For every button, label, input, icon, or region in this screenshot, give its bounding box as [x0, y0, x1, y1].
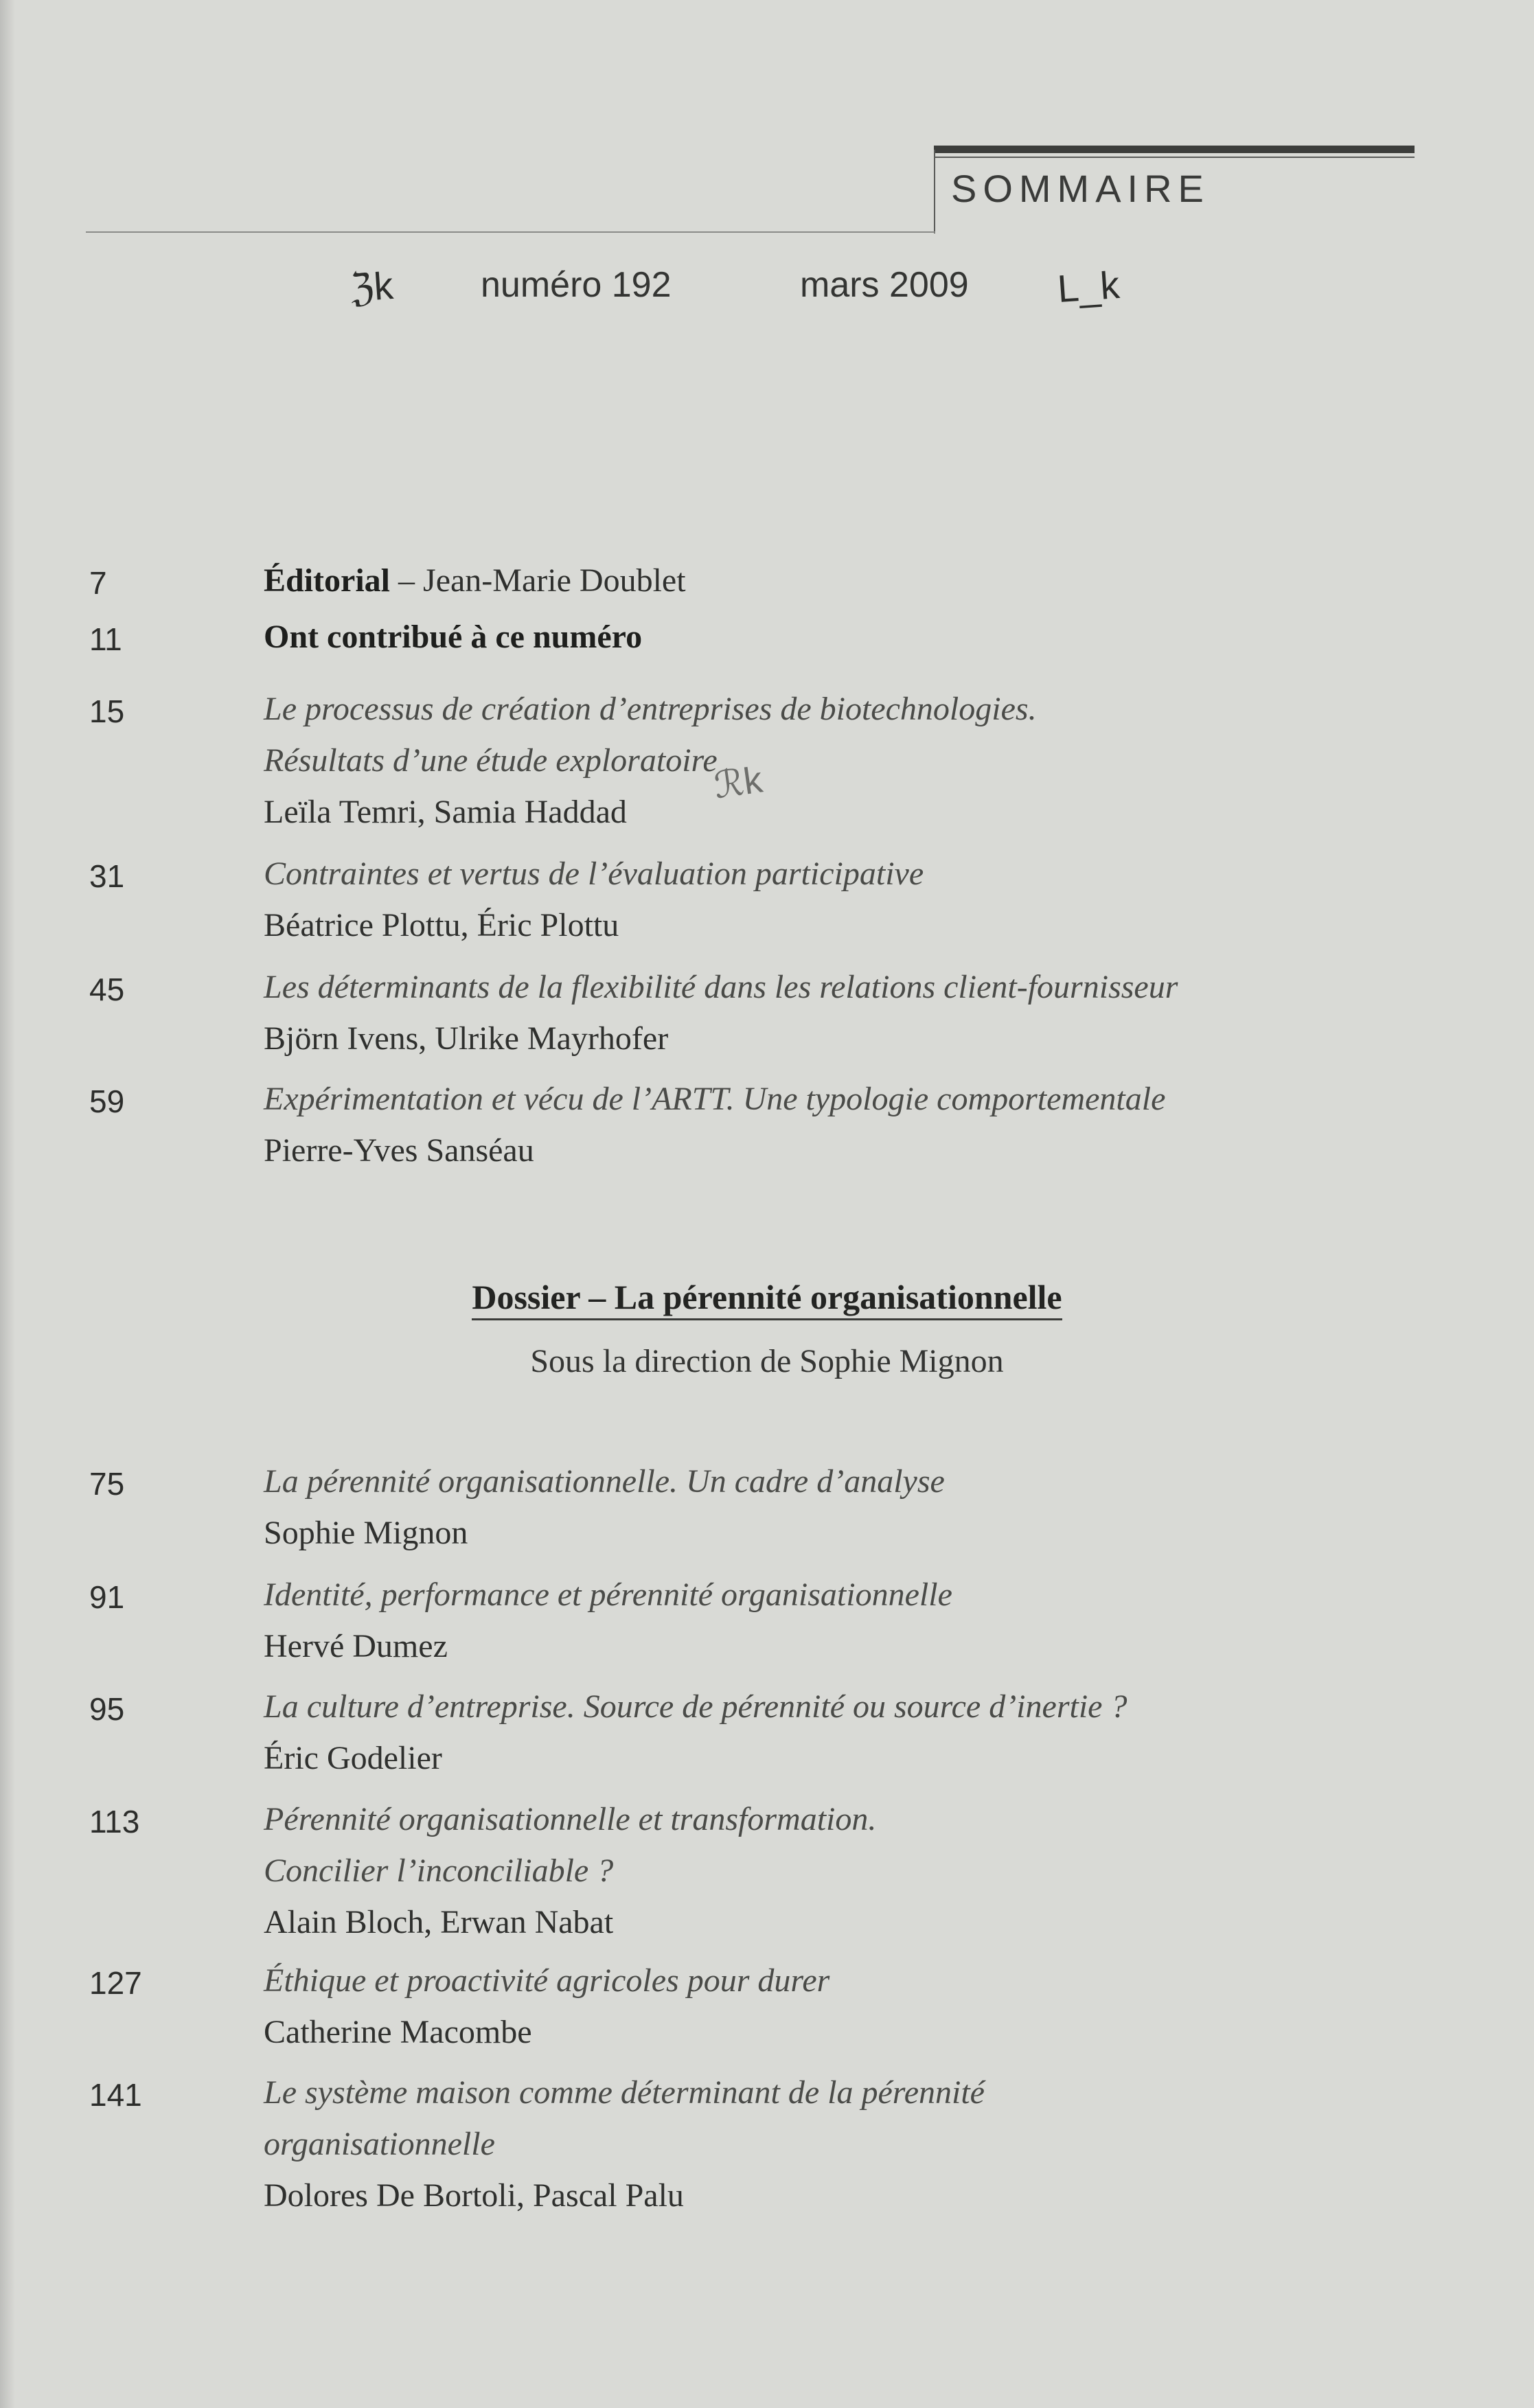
toc-page-number: 31	[89, 858, 125, 894]
toc-page-number: 59	[89, 1083, 125, 1119]
toc-article-title: Résultats d’une étude exploratoire	[264, 742, 718, 779]
toc-line	[264, 848, 1431, 899]
toc-heading: Ont contribué à ce numéro	[264, 619, 643, 655]
toc-article-title: Identité, performance et pérennité organisationnelle	[264, 1576, 952, 1613]
toc-authors: Hervé Dumez	[264, 1628, 448, 1664]
toc-article-title: Concilier l’inconciliable ?	[264, 1853, 614, 1889]
toc-line	[264, 1732, 1431, 1784]
toc-line	[264, 1896, 1431, 1948]
toc-authors: Béatrice Plottu, Éric Plottu	[264, 907, 619, 943]
issue-date: mars 2009	[800, 265, 969, 305]
toc-line	[264, 735, 1431, 786]
toc-line	[264, 1793, 1431, 1845]
toc-entry-text	[264, 1955, 1431, 2058]
toc-entry-text	[264, 1681, 1431, 1784]
toc-article-title: Le processus de création d’entreprises de biotechnologies.	[264, 691, 1037, 727]
toc-authors: Pierre-Yves Sanséau	[264, 1132, 534, 1169]
toc-line	[264, 899, 1431, 951]
toc-article-title: Contraintes et vertus de l’évaluation participative	[264, 856, 924, 892]
header-rule-vertical	[934, 150, 935, 233]
issue-number: numéro 192	[481, 265, 672, 305]
toc-page-number: 141	[89, 2077, 142, 2113]
page-edge-shadow	[0, 0, 15, 2408]
toc-entry-text	[264, 611, 1431, 663]
section-title: SOMMAIRE	[951, 167, 1210, 210]
toc-article-title: organisationnelle	[264, 2126, 495, 2162]
toc-entry-text	[264, 2067, 1431, 2221]
toc-entry-text	[264, 848, 1431, 951]
toc-line	[264, 2118, 1431, 2170]
toc-authors: – Jean-Marie Doublet	[390, 562, 686, 599]
toc-line	[264, 2067, 1431, 2118]
issue-line	[0, 264, 1534, 319]
dossier-heading	[0, 1277, 1534, 1320]
toc-authors: Catherine Macombe	[264, 2014, 532, 2050]
header-rule-long	[86, 231, 935, 233]
toc-line	[264, 1013, 1431, 1064]
toc-line	[264, 1073, 1431, 1125]
toc-article-title: Pérennité organisationnelle et transformation.	[264, 1801, 877, 1837]
toc-page-number: 15	[89, 693, 125, 729]
toc-page-number: 75	[89, 1466, 125, 1502]
toc-authors: Leïla Temri, Samia Haddad	[264, 794, 627, 830]
toc-line	[264, 1456, 1431, 1507]
header-rule-thin	[934, 157, 1415, 158]
toc-line	[264, 1507, 1431, 1559]
handwritten-margin-note: ℛk	[711, 759, 765, 807]
toc-article-title: Le système maison comme déterminant de la pérennité	[264, 2074, 985, 2111]
toc-authors: Björn Ivens, Ulrike Mayrhofer	[264, 1020, 669, 1057]
toc-line	[264, 1620, 1431, 1672]
toc-line	[264, 2006, 1431, 2058]
toc-authors: Sophie Mignon	[264, 1515, 468, 1551]
toc-article-title: Éthique et proactivité agricoles pour durer	[264, 1962, 830, 1999]
toc-line	[264, 2170, 1431, 2221]
toc-entry-text	[264, 1456, 1431, 1559]
toc-line	[264, 1845, 1431, 1896]
toc-page-number: 127	[89, 1965, 142, 2001]
toc-line	[264, 786, 1431, 838]
toc-line	[264, 961, 1431, 1013]
toc-article-title: Les déterminants de la flexibilité dans les relations client-fournisseur	[264, 969, 1178, 1005]
toc-line	[264, 555, 1431, 606]
toc-page-number: 95	[89, 1691, 125, 1727]
toc-line	[264, 611, 1431, 663]
toc-entry-text	[264, 1569, 1431, 1672]
toc-page-number: 91	[89, 1579, 125, 1615]
toc-page-number: 11	[89, 621, 122, 657]
toc-article-title: La culture d’entreprise. Source de pérennité ou source d’inertie ?	[264, 1688, 1127, 1725]
toc-line	[264, 1681, 1431, 1732]
toc-line	[264, 1569, 1431, 1620]
toc-entry-text	[264, 555, 1431, 606]
toc-heading: Éditorial	[264, 562, 391, 599]
toc-article-title: Expérimentation et vécu de l’ARTT. Une typologie comportementale	[264, 1081, 1166, 1117]
toc-authors: Alain Bloch, Erwan Nabat	[264, 1904, 614, 1940]
toc-page-number: 113	[89, 1804, 140, 1839]
toc-line	[264, 683, 1431, 735]
handwritten-annotation-right: L_k	[1055, 262, 1121, 311]
toc-line	[264, 1955, 1431, 2006]
toc-page-number: 7	[89, 565, 107, 601]
toc-entry-text	[264, 1073, 1431, 1176]
toc-entry-text	[264, 961, 1431, 1064]
toc-page-number: 45	[89, 972, 125, 1007]
dossier-title: Dossier – La pérennité organisationnelle	[472, 1277, 1062, 1320]
toc-entry-text	[264, 1793, 1431, 1948]
toc-authors: Dolores De Bortoli, Pascal Palu	[264, 2177, 684, 2214]
handwritten-annotation-left: ℨk	[348, 263, 395, 310]
toc-line	[264, 1125, 1431, 1176]
toc-article-title: La pérennité organisationnelle. Un cadre d’analyse	[264, 1463, 945, 1500]
toc-entry-text	[264, 683, 1431, 838]
dossier-subtitle: Sous la direction de Sophie Mignon	[530, 1343, 1004, 1379]
header-rule-thick	[934, 146, 1415, 153]
toc-authors: Éric Godelier	[264, 1740, 442, 1776]
